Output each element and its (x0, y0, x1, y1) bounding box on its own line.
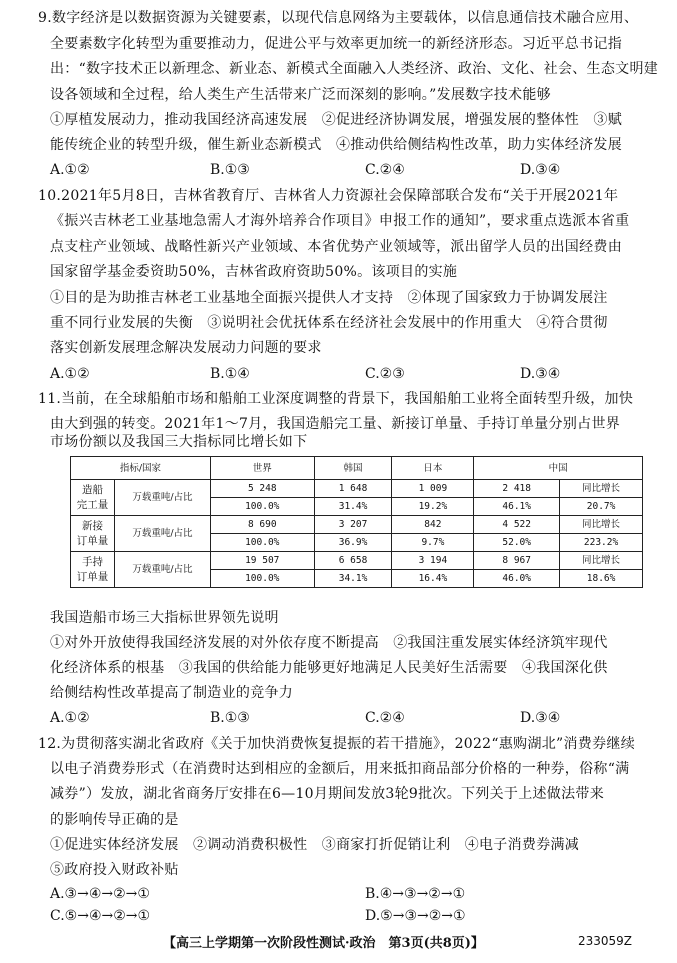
option-b[interactable]: B.①④ (210, 366, 250, 382)
q9-line: 全要素数字化转型为重要推动力，促进公平与效率更加统一的新经济形态。习近平总书记指 (50, 36, 622, 52)
q12-line: ①促进实体经济发展 ②调动消费积极性 ③商家打折促销让利 ④电子消费券满减 (50, 837, 580, 853)
table-cell: 842 (392, 516, 474, 534)
table-cell: 2 418 (474, 480, 560, 498)
table-cell: 同比增长 (560, 552, 643, 570)
option-d[interactable]: D.③④ (520, 162, 561, 178)
q10-line: 落实创新发展理念解决发展动力问题的要求 (50, 340, 322, 356)
unit-cell: 万载重吨/占比 (114, 516, 210, 552)
table-cell: 100.0% (210, 570, 314, 588)
row-label-bottom: 订单量 (76, 570, 109, 583)
table-row (71, 516, 643, 534)
table-cell: 31.4% (314, 498, 392, 516)
table-row (71, 480, 643, 498)
table-cell: 1 009 (392, 480, 474, 498)
table-cell: 3 194 (392, 552, 474, 570)
shipbuilding-table (70, 456, 643, 588)
table-cell: 223.2% (560, 534, 643, 552)
table-header-cell: 指标/国家 (71, 457, 211, 480)
table-cell: 18.6% (560, 570, 643, 588)
table-header-cell: 世界 (210, 457, 314, 480)
row-label (71, 516, 115, 552)
q11-line: 由大到强的转变。2021年1～7月，我国造船完工量、新接订单量、手持订单量分别占世界 (50, 416, 621, 432)
option-c[interactable]: C.②④ (365, 710, 405, 726)
q11-line: ①对外开放使得我国经济发展的对外依存度不断提高 ②我国注重发展实体经济筑牢现代 (50, 635, 608, 651)
option-b[interactable]: B.①③ (210, 710, 250, 726)
table-cell: 36.9% (314, 534, 392, 552)
unit-cell: 万载重吨/占比 (114, 480, 210, 516)
table-cell: 100.0% (210, 498, 314, 516)
table-cell: 同比增长 (560, 480, 643, 498)
q12-line: 12.为贯彻落实湖北省政府《关于加快消费恢复提振的若干措施》，2022“惠购湖北”消费券继续 (38, 736, 636, 752)
table-cell: 9.7% (392, 534, 474, 552)
q9-line: ①厚植发展动力，推动我国经济高速发展 ②促进经济协调发展，增强发展的整体性 ③赋 (50, 112, 622, 128)
q9-line: 出：“数字技术正以新理念、新业态、新模式全面融入人类经济、政治、文化、社会、生态文明建 (50, 61, 659, 77)
table-cell: 同比增长 (560, 516, 643, 534)
q9-line: 9.数字经济是以数据资源为关键要素，以现代信息网络为主要载体，以信息通信技术融合应用、 (38, 10, 639, 26)
q9-line: 能传统企业的转型升级，催生新业态新模式 ④推动供给侧结构性改革，助力实体经济发展 (50, 137, 622, 153)
table-cell: 3 207 (314, 516, 392, 534)
option-d[interactable]: D.③④ (520, 366, 561, 382)
table-header-cell: 中国 (474, 457, 643, 480)
q11-line: 我国造船市场三大指标世界领先说明 (50, 610, 279, 626)
option-a[interactable]: A.①② (50, 710, 90, 726)
table-cell: 1 648 (314, 480, 392, 498)
option-d[interactable]: D.⑤→③→②→① (365, 908, 466, 924)
q10-line: 10.2021年5月8日，吉林省教育厅、吉林省人力资源社会保障部联合发布“关于开展2021年 (38, 188, 619, 204)
q9-line: 设各领域和全过程，给人类生产生活带来广泛而深刻的影响。”发展数字技术能够 (50, 87, 551, 103)
table-cell: 16.4% (392, 570, 474, 588)
option-c[interactable]: C.⑤→④→②→① (50, 908, 151, 924)
q11-line: 给侧结构性改革提高了制造业的竞争力 (50, 685, 294, 701)
table-cell: 5 248 (210, 480, 314, 498)
table-row (71, 552, 643, 570)
table-cell: 8 690 (210, 516, 314, 534)
q12-line: 的影响传导正确的是 (50, 812, 179, 828)
table-cell: 20.7% (560, 498, 643, 516)
option-c[interactable]: C.②④ (365, 162, 405, 178)
table-cell: 4 522 (474, 516, 560, 534)
table-cell: 6 658 (314, 552, 392, 570)
unit-cell: 万载重吨/占比 (114, 552, 210, 588)
q11-line: 11.当前，在全球船舶市场和船舶工业深度调整的背景下，我国船舶工业将全面转型升级，加快 (38, 391, 634, 407)
q10-line: 国家留学基金委资助50%，吉林省政府资助50%。该项目的实施 (50, 264, 458, 280)
option-a[interactable]: A.①② (50, 366, 90, 382)
option-b[interactable]: B.①③ (210, 162, 250, 178)
q12-line: ⑤政府投入财政补贴 (50, 862, 179, 878)
table-cell: 8 967 (474, 552, 560, 570)
option-b[interactable]: B.④→③→②→① (365, 886, 466, 902)
q10-line: 点支柱产业领域、战略性新兴产业领域、本省优势产业领域等，派出留学人员的出国经费由 (50, 239, 622, 255)
table-cell: 52.0% (474, 534, 560, 552)
q12-line: 减券”）发放，湖北省商务厅安排在6—10月期间发放3轮9批次。下列关于上述做法带来 (50, 786, 604, 802)
option-d[interactable]: D.③④ (520, 710, 561, 726)
row-label-top: 新接 (81, 519, 103, 532)
table-cell: 19 507 (210, 552, 314, 570)
option-a[interactable]: A.①② (50, 162, 90, 178)
q11-line: 市场份额以及我国三大指标同比增长如下 (50, 434, 308, 450)
table-cell: 100.0% (210, 534, 314, 552)
table-cell: 19.2% (392, 498, 474, 516)
q12-line: 以电子消费券形式（在消费时达到相应的金额后，用来抵扣商品部分价格的一种券，俗称“满 (50, 761, 630, 777)
page-footer: 【高三上学期第一次阶段性测试·政治 第3页(共8页)】 (163, 936, 484, 951)
table-header-row (71, 457, 643, 480)
exam-code: 233059Z (578, 934, 633, 948)
option-c[interactable]: C.②③ (365, 366, 405, 382)
table-header-cell: 日本 (392, 457, 474, 480)
row-label-top: 造船 (81, 483, 103, 496)
q10-line: ①目的是为助推吉林老工业基地全面振兴提供人才支持 ②体现了国家致力于协调发展注 (50, 290, 608, 306)
row-label-bottom: 订单量 (76, 534, 109, 547)
q10-line: 《振兴吉林老工业基地急需人才海外培养合作项目》申报工作的通知”，要求重点选派本省重 (50, 213, 630, 229)
row-label (71, 552, 115, 588)
row-label-top: 手持 (81, 555, 103, 568)
table-header-cell: 韩国 (314, 457, 392, 480)
q10-line: 重不同行业发展的失衡 ③说明社会优抚体系在经济社会发展中的作用重大 ④符合贯彻 (50, 315, 608, 331)
table-cell: 34.1% (314, 570, 392, 588)
q11-line: 化经济体系的根基 ③我国的供给能力能够更好地满足人民美好生活需要 ④我国深化供 (50, 660, 608, 676)
table-cell: 46.1% (474, 498, 560, 516)
option-a[interactable]: A.③→④→②→① (50, 886, 150, 902)
table-cell: 46.0% (474, 570, 560, 588)
row-label-bottom: 完工量 (76, 498, 109, 511)
row-label (71, 480, 115, 516)
